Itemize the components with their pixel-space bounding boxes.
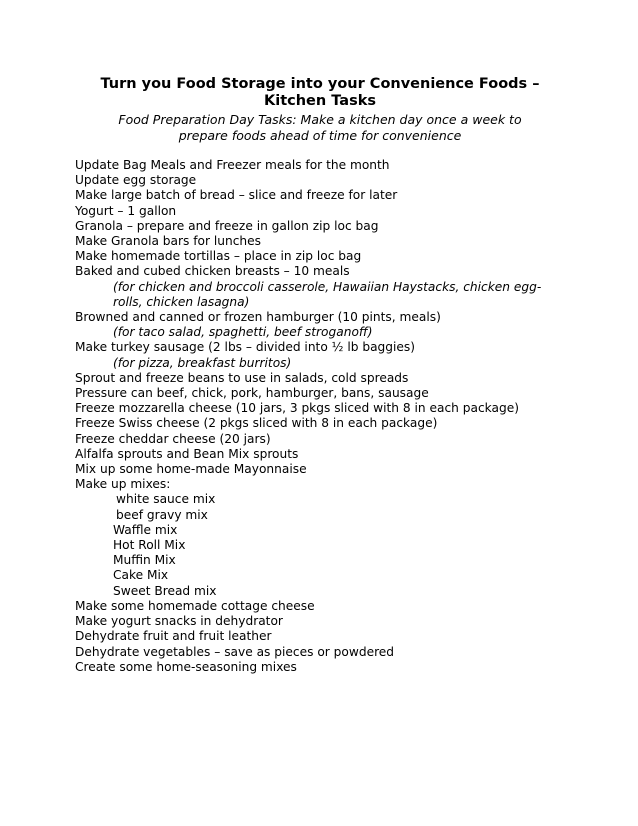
task-item: Sprout and freeze beans to use in salads, cold spreads bbox=[75, 370, 409, 385]
task-item: Create some home-seasoning mixes bbox=[75, 659, 297, 674]
mix-item: Waffle mix bbox=[113, 522, 178, 537]
task-item: Mix up some home-made Mayonnaise bbox=[75, 462, 307, 477]
mix-item: Cake Mix bbox=[113, 568, 169, 583]
task-item: Browned and canned or frozen hamburger (10 pints, meals) bbox=[75, 310, 441, 325]
task-item: Make up mixes: bbox=[75, 477, 171, 492]
mix-item: beef gravy mix bbox=[116, 507, 208, 522]
task-item: Baked and cubed chicken breasts – 10 meals bbox=[75, 264, 350, 279]
task-item: Dehydrate vegetables – save as pieces or powdered bbox=[75, 644, 395, 659]
task-item: Dehydrate fruit and fruit leather bbox=[75, 629, 272, 644]
task-item: Freeze mozzarella cheese (10 jars, 3 pkgs sliced with 8 in each package) bbox=[75, 401, 519, 416]
task-note: (for chicken and broccoli casserole, Hawaiian Haystacks, chicken egg-rolls, chicken lasagna) bbox=[113, 279, 542, 309]
task-item: Make yogurt snacks in dehydrator bbox=[75, 614, 283, 629]
mix-item: Muffin Mix bbox=[113, 553, 176, 568]
task-item: Make Granola bars for lunches bbox=[75, 234, 261, 249]
task-item: Make large batch of bread – slice and freeze for later bbox=[75, 188, 398, 203]
mix-item: Sweet Bread mix bbox=[113, 583, 217, 598]
task-item: Make some homemade cottage cheese bbox=[75, 598, 315, 613]
task-item: Freeze Swiss cheese (2 pkgs sliced with 8 in each package) bbox=[75, 416, 438, 431]
page-title: Turn you Food Storage into your Convenience Foods – Kitchen Tasks bbox=[100, 76, 540, 109]
task-item: Yogurt – 1 gallon bbox=[75, 203, 177, 218]
page-subtitle: Food Preparation Day Tasks: Make a kitchen day once a week to prepare foods ahead of time for convenience bbox=[118, 112, 522, 143]
task-item: Freeze cheddar cheese (20 jars) bbox=[75, 431, 271, 446]
task-item: Make turkey sausage (2 lbs – divided into ½ lb baggies) bbox=[75, 340, 415, 355]
task-item: Update Bag Meals and Freezer meals for the month bbox=[75, 158, 390, 172]
mix-item: white sauce mix bbox=[116, 492, 216, 507]
task-note: (for taco salad, spaghetti, beef stroganoff) bbox=[113, 325, 373, 340]
task-item: Alfalfa sprouts and Bean Mix sprouts bbox=[75, 446, 299, 461]
task-item: Pressure can beef, chick, pork, hamburger, bans, sausage bbox=[75, 386, 429, 401]
task-item: Make homemade tortillas – place in zip loc bag bbox=[75, 249, 362, 264]
mix-item: Hot Roll Mix bbox=[113, 538, 186, 553]
task-list bbox=[75, 158, 575, 675]
task-item: Update egg storage bbox=[75, 173, 197, 188]
task-note: (for pizza, breakfast burritos) bbox=[113, 355, 292, 370]
task-item: Granola – prepare and freeze in gallon zip loc bag bbox=[75, 218, 379, 233]
